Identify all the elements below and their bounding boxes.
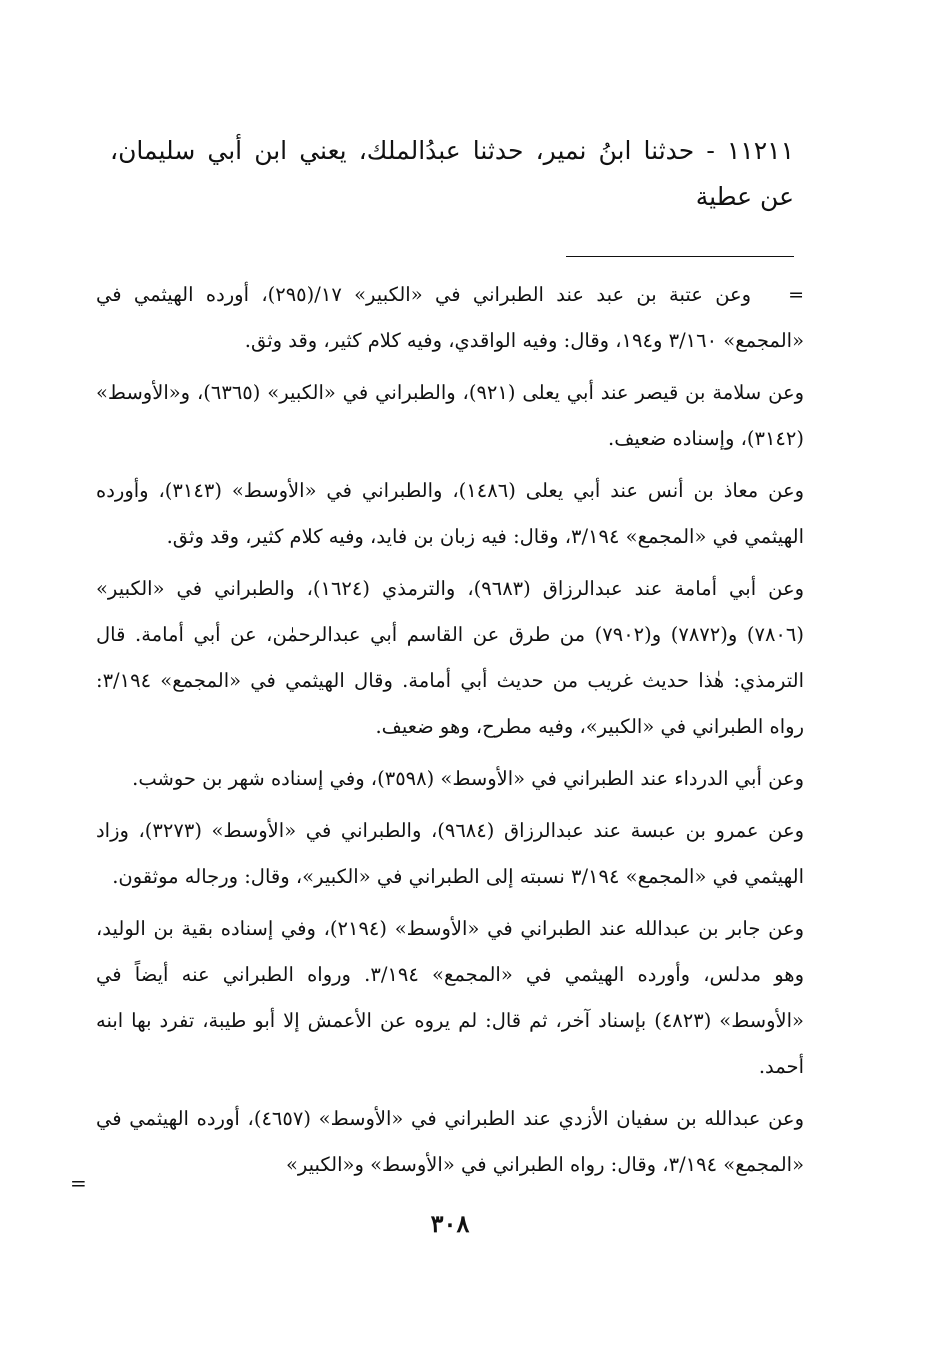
footnote-paragraph: وعن عبدالله بن سفيان الأزدي عند الطبراني في «الأوسط» (٤٦٥٧)، أورده الهيثمي في «المجمع» ٣/١٩٤، وقال: رواه الطبراني في «الأوسط» و«الكبير» [96,1107,804,1176]
footnote-separator [566,256,794,257]
footnote-paragraph: وعن جابر بن عبدالله عند الطبراني في «الأوسط» (٢١٩٤)، وفي إسناده بقية بن الوليد، وهو مدلس، وأورده الهيثمي في «المجمع» ٣/١٩٤. ورواه الطبراني عنه أيضاً في «الأوسط» (٤٨٢٣) بإسناد آخر، ثم قال: لم يروه عن الأعمش إلا أبو طيبة، تفرد بها ابنه أحمد. [96,917,805,1078]
footnote-paragraph: وعن أبي الدرداء عند الطبراني في «الأوسط» (٣٥٩٨)، وفي إسناده شهر بن حوشب. [132,767,804,790]
footnote-paragraph: وعن سلامة بن قيصر عند أبي يعلى (٩٢١)، والطبراني في «الكبير» (٦٣٦٥)، و«الأوسط» (٣١٤٢)، وإسناده ضعيف. [96,381,804,450]
footnote-paragraph [96,272,804,364]
page-number: ٣٠٨ [430,1209,470,1238]
footnote-paragraph: وعن أبي أمامة عند عبدالرزاق (٩٦٨٣)، والترمذي (١٦٢٤)، والطبراني في «الكبير» (٧٨٠٦) و(٧٨٧٢) و(٧٩٠٢) من طرق عن القاسم أبي عبدالرحمٰن، عن أبي أمامة. قال الترمذي: هٰذا حديث غريب من حديث أبي أمامة. وقال الهيثمي في «المجمع» ٣/١٩٤: رواه الطبراني في «الكبير»، وفيه مطرح، وهو ضعيف. [96,577,804,738]
footnote-text: وعن عتبة بن عبد عند الطبراني في «الكبير» ١٧/(٢٩٥)، أورده الهيثمي في «المجمع» ٣/١٦٠ و١٩٤، وقال: وفيه الواقدي، وفيه كلام كثير، وقد وثق. [96,283,804,352]
footnotes [96,272,804,1194]
footnote-paragraph: وعن معاذ بن أنس عند أبي يعلى (١٤٨٦)، والطبراني في «الأوسط» (٣١٤٣)، وأورده الهيثمي في «المجمع» ٣/١٩٤، وقال: فيه زبان بن فايد، وفيه كلام كثير، وقد وثق. [96,479,805,548]
continuation-mark: = [788,284,804,306]
footnote-paragraph: وعن عمرو بن عبسة عند عبدالرزاق (٩٦٨٤)، والطبراني في «الأوسط» (٣٢٧٣)، وزاد الهيثمي في «المجمع» ٣/١٩٤ نسبته إلى الطبراني في «الكبير»، وقال: ورجاله موثقون. [96,819,804,888]
continuation-end-mark: = [70,1171,87,1195]
hadith-text: ١١٢١١ - حدثنا ابنُ نمير، حدثنا عبدُالملك، يعني ابن أبي سليمان، عن عطية [110,136,794,211]
